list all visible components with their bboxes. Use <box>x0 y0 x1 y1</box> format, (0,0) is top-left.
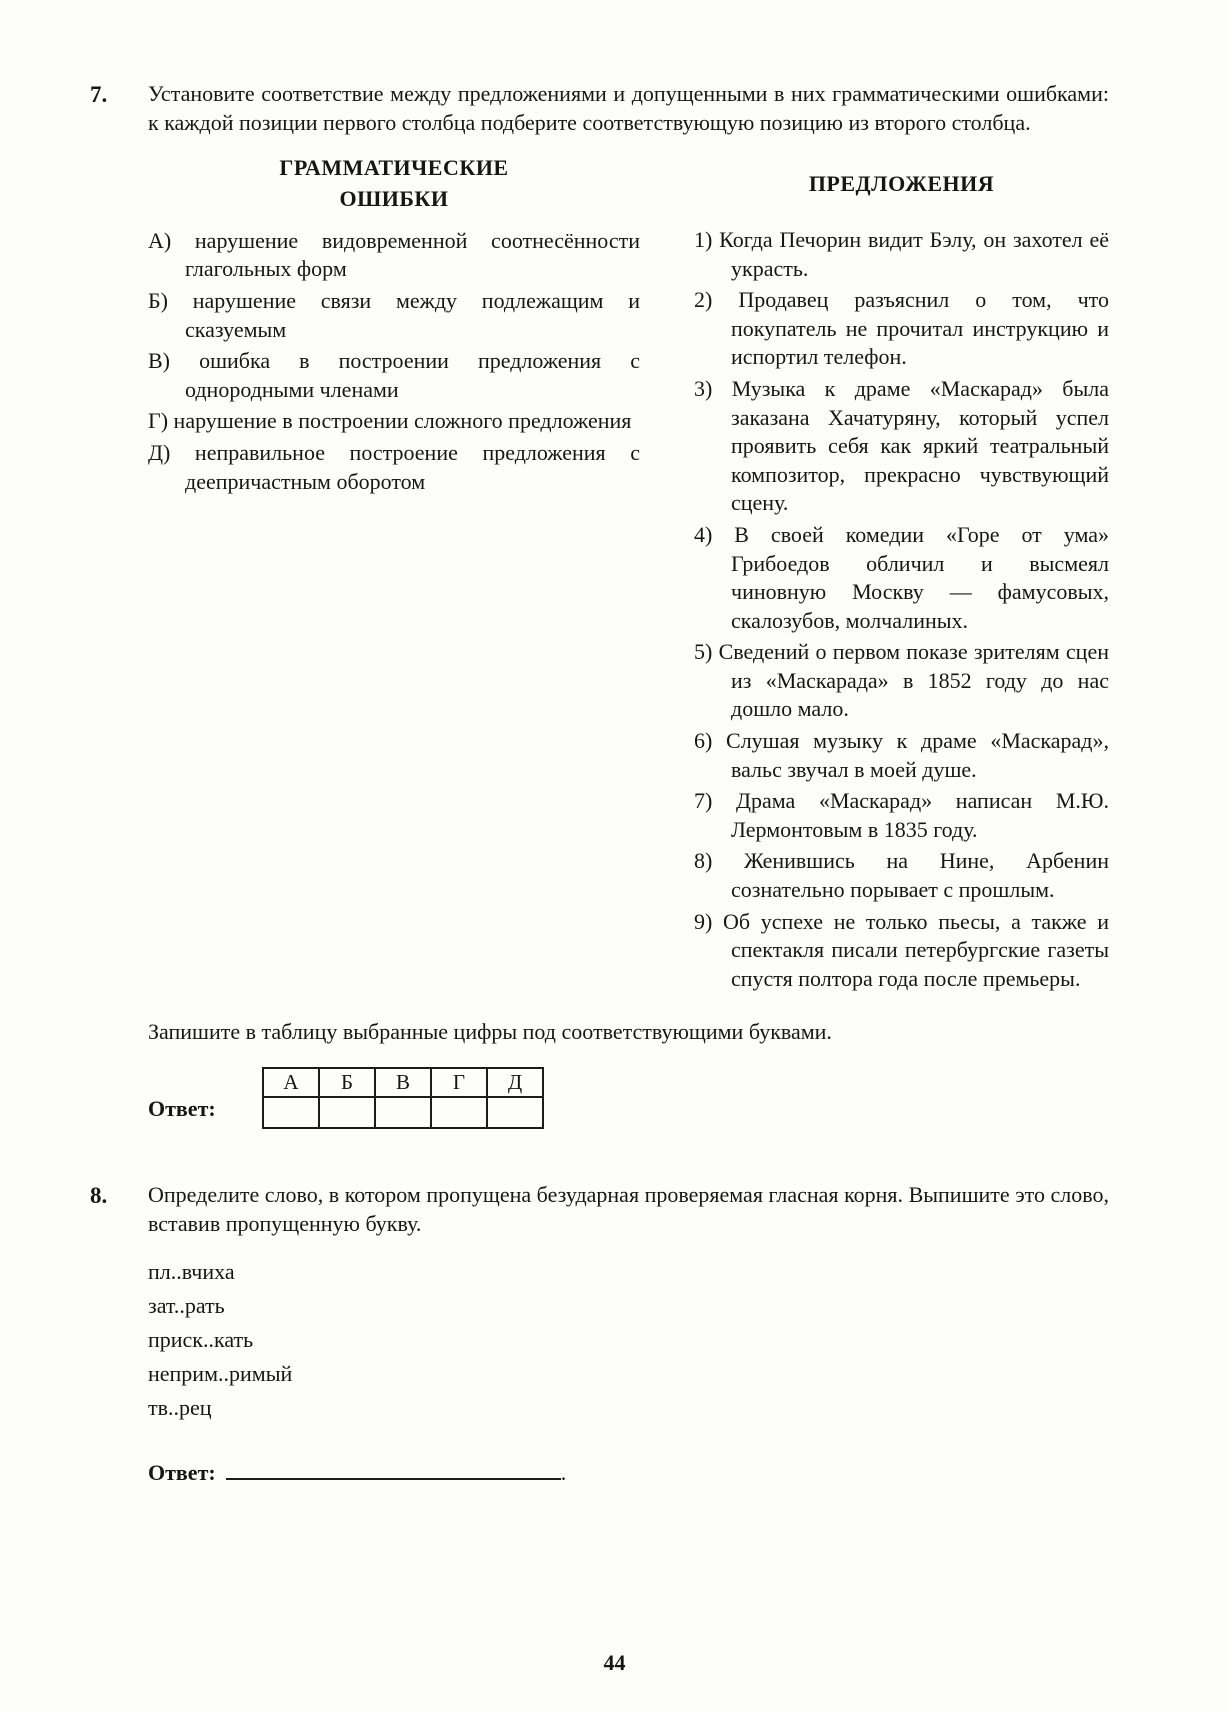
matching-columns <box>148 153 1109 996</box>
answer-cell-d <box>487 1097 543 1128</box>
q7-answer-row <box>148 1067 1109 1129</box>
error-text-g: нарушение в построении сложного предложения <box>173 408 632 434</box>
sentence-text-2: Продавец разъяснил о том, что покупатель не прочитал инструкцию и испортил телефон. <box>731 287 1109 370</box>
errors-column-header <box>148 153 640 215</box>
q8-answer-blank <box>226 1460 561 1480</box>
sentence-text-4: В своей комедии «Горе от ума» Грибоедов обличил и высмеял чиновную Москву — фамусовых, скалозубов, молчалиных. <box>731 521 1109 633</box>
sentence-text-3: Музыка к драме «Маскарад» была заказана Хачатуряну, который успел проявить себя как яркий театральный композитор, прекрасно чувствующий сцену. <box>731 375 1110 516</box>
question-7-body <box>148 80 1109 1129</box>
sentence-label-5: 5) <box>694 639 713 665</box>
answer-cell-a <box>263 1097 319 1128</box>
question-7-prompt: Установите соответствие между предложениями и допущенными в них грамматическими ошибками: к каждой позиции первого столбца подберите соответствующую позицию из второго столбца. <box>148 81 1109 135</box>
word-option-1: пл..вчиха <box>148 1258 235 1284</box>
sentence-item-2 <box>694 286 1109 372</box>
word-option-2: зат..рать <box>148 1292 225 1318</box>
q7-answer-table <box>262 1067 544 1129</box>
q8-answer-label: Ответ: <box>148 1459 216 1485</box>
errors-header-line-2: ОШИБКИ <box>339 185 449 211</box>
answer-cell-v <box>375 1097 431 1128</box>
error-item-a <box>148 227 640 284</box>
word-option-5: тв..рец <box>148 1394 212 1420</box>
answer-header-d: Д <box>487 1068 543 1097</box>
sentence-item-4 <box>694 521 1109 635</box>
sentence-text-6: Слушая музыку к драме «Маскарад», вальс звучал в моей душе. <box>726 728 1110 782</box>
sentence-label-1: 1) <box>694 226 713 252</box>
sentence-text-1: Когда Печорин видит Бэлу, он захотел её украсть. <box>719 226 1109 281</box>
error-item-b <box>148 287 640 344</box>
sentence-label-9: 9) <box>694 908 713 934</box>
question-8-prompt: Определите слово, в котором пропущена безударная проверяемая гласная корня. Выпишите это слово, вставив пропущенную букву. <box>148 1182 1109 1236</box>
sentence-label-2: 2) <box>694 287 713 313</box>
error-label-b: Б) <box>148 287 168 313</box>
q8-answer-period: . <box>560 1459 567 1485</box>
error-item-g <box>148 407 640 436</box>
error-text-b: нарушение связи между подлежащим и сказуемым <box>185 287 640 342</box>
question-8-number: 8. <box>90 1183 108 1209</box>
answer-header-a: А <box>263 1068 319 1097</box>
page-content <box>90 80 1109 1488</box>
q7-answer-label: Ответ: <box>148 1096 216 1122</box>
error-item-d <box>148 439 640 496</box>
error-text-d: неправильное построение предложения с деепричастным оборотом <box>185 439 640 494</box>
error-label-g: Г) <box>148 408 169 434</box>
sentences-column <box>694 153 1109 996</box>
errors-header-line-1: ГРАММАТИЧЕСКИЕ <box>279 155 509 181</box>
sentence-label-7: 7) <box>694 788 713 814</box>
error-label-v: В) <box>148 348 170 374</box>
question-7-number: 7. <box>90 82 108 107</box>
sentences-column-header: ПРЕДЛОЖЕНИЯ <box>808 171 995 197</box>
sentence-label-3: 3) <box>694 375 713 401</box>
answer-header-g: Г <box>431 1068 487 1097</box>
question-7 <box>90 80 1109 1129</box>
sentence-label-4: 4) <box>694 521 713 547</box>
table-instruction: Запишите в таблицу выбранные цифры под соответствующими буквами. <box>148 1019 832 1045</box>
word-list <box>148 1255 1109 1425</box>
error-text-a: нарушение видовременной соотнесённости глагольных форм <box>185 227 641 282</box>
sentence-text-8: Женившись на Нине, Арбенин сознательно порывает с прошлым. <box>731 848 1109 903</box>
page-number: 44 <box>603 1650 626 1676</box>
question-8 <box>90 1181 1109 1487</box>
sentence-label-6: 6) <box>694 728 713 754</box>
answer-table-value-row <box>263 1097 543 1128</box>
sentence-text-5: Сведений о первом показе зрителям сцен из «Маскарада» в 1852 году до нас дошло мало. <box>718 639 1109 722</box>
sentence-item-8 <box>694 847 1109 904</box>
sentence-item-3 <box>694 375 1109 518</box>
q8-answer-row <box>148 1459 1109 1488</box>
error-item-v <box>148 347 640 404</box>
sentence-item-1 <box>694 226 1109 283</box>
sentence-item-9 <box>694 908 1109 994</box>
sentence-text-9: Об успехе не только пьесы, а также и спектакля писали петербургские газеты спустя полтора года после премьеры. <box>723 908 1109 991</box>
answer-header-b: Б <box>319 1068 375 1097</box>
answer-header-v: В <box>375 1068 431 1097</box>
word-option-4: неприм..римый <box>148 1360 293 1386</box>
sentence-item-7 <box>694 787 1109 844</box>
sentence-item-5 <box>694 638 1109 724</box>
answer-table-header-row <box>263 1068 543 1097</box>
question-8-body <box>148 1181 1109 1487</box>
word-option-3: приск..кать <box>148 1326 254 1352</box>
sentence-label-8: 8) <box>694 848 713 874</box>
error-label-d: Д) <box>148 439 171 465</box>
sentence-text-7: Драма «Маскарад» написан М.Ю. Лермонтовым в 1835 году. <box>731 788 1109 842</box>
errors-column <box>148 153 640 996</box>
error-text-v: ошибка в построении предложения с однородными членами <box>185 348 641 402</box>
answer-cell-g <box>431 1097 487 1128</box>
answer-cell-b <box>319 1097 375 1128</box>
error-label-a: А) <box>148 227 172 253</box>
sentence-item-6 <box>694 727 1109 784</box>
